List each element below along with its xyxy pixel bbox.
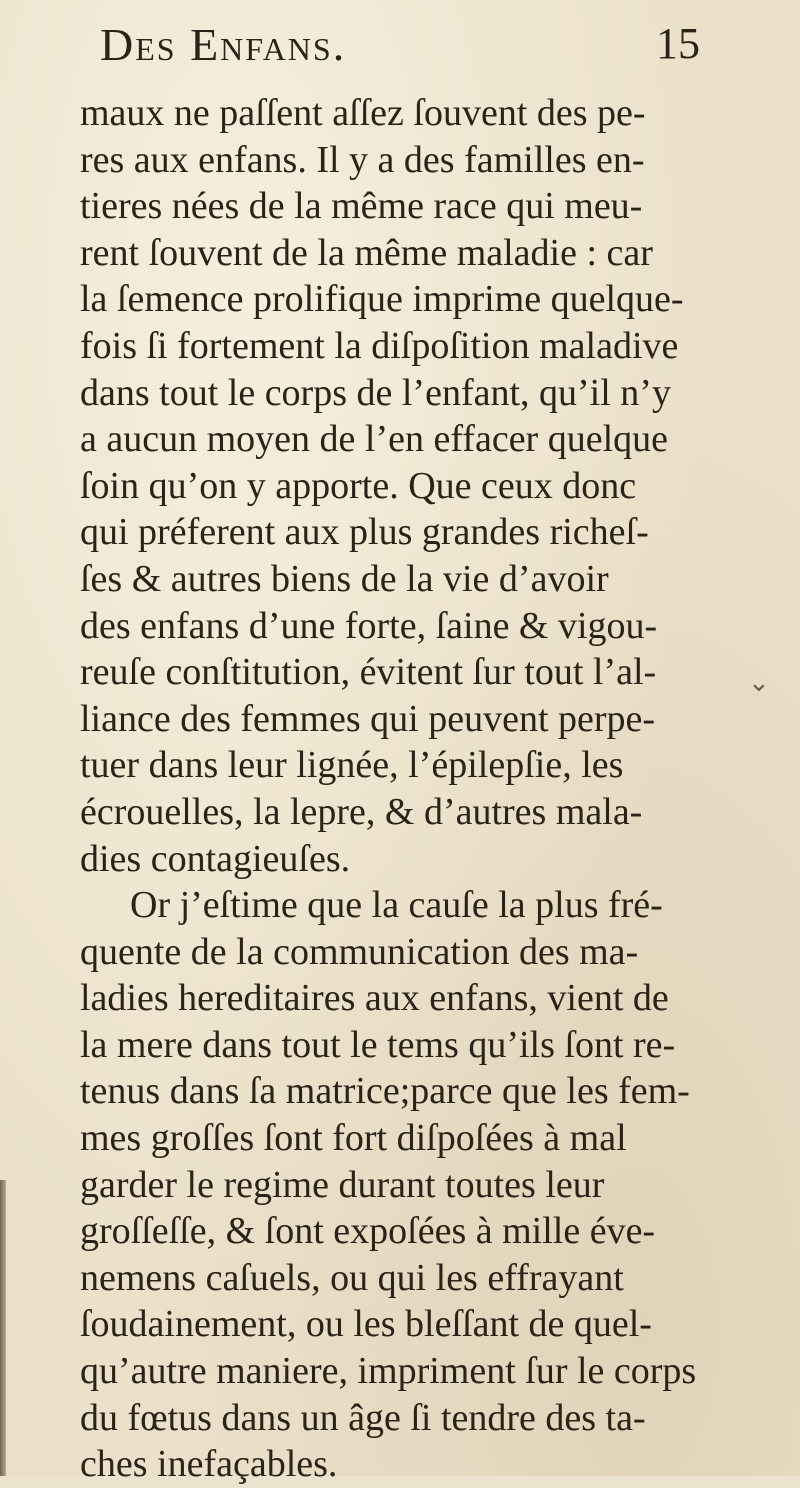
- text-line: ches inefaçables.: [80, 1443, 338, 1486]
- text-line: tieres nées de la même race qui meu-: [80, 185, 643, 228]
- text-line: nemens caſuels, ou qui les effrayant: [80, 1256, 624, 1299]
- text-line: dans tout le corps de l’enfant, qu’il n’y: [80, 371, 671, 414]
- page-edge-shadow: [0, 1180, 6, 1476]
- text-line: ladies hereditaires aux enfans, vient de: [80, 977, 669, 1020]
- text-line: du fœtus dans un âge ſi tendre des ta-: [80, 1396, 646, 1439]
- text-line: tuer dans leur lignée, l’épilepſie, les: [80, 744, 624, 787]
- text-line: liance des femmes qui peuvent perpe-: [80, 697, 656, 740]
- text-line: ſoin qu’on y apporte. Que ceux donc: [80, 464, 637, 507]
- text-line: quente de la communication des ma-: [80, 930, 639, 973]
- text-line: la ſemence prolifique imprime quelque-: [80, 278, 684, 321]
- text-line: ſes & autres biens de la vie d’avoir: [80, 557, 609, 600]
- text-line: garder le regime durant toutes leur: [80, 1163, 605, 1206]
- text-line: qui préferent aux plus grandes richeſ-: [80, 511, 649, 554]
- body-text: [80, 90, 730, 1488]
- page-number: 15: [656, 19, 700, 68]
- text-line: rent ſouvent de la même maladie : car: [80, 231, 653, 274]
- running-title: Des Enfans.: [100, 19, 347, 70]
- margin-ink-mark: ⌄: [748, 668, 770, 697]
- text-line: des enfans d’une forte, ſaine & vigou-: [80, 604, 658, 647]
- text-line: a aucun moyen de l’en effacer quelque: [80, 418, 668, 461]
- text-line: mes groſſes ſont fort diſpoſées à mal: [80, 1117, 627, 1160]
- text-line: la mere dans tout le tems qu’ils ſont re-: [80, 1023, 676, 1066]
- page-header: [100, 12, 700, 84]
- paragraph-start-line: Or j’eſtime que la cauſe la plus fré-: [130, 884, 663, 927]
- text-line: tenus dans ſa matrice;parce que les fem-: [80, 1070, 690, 1113]
- text-line: ſoudainement, ou les bleſſant de quel-: [80, 1303, 652, 1346]
- text-line: dies contagieuſes.: [80, 837, 351, 880]
- text-line: res aux enfans. Il y a des familles en-: [80, 138, 645, 181]
- text-line: reuſe conſtitution, évitent ſur tout l’al-: [80, 651, 657, 694]
- text-line: groſſeſſe, & ſont expoſées à mille éve-: [80, 1210, 656, 1253]
- text-line: qu’autre maniere, impriment ſur le corps: [80, 1350, 697, 1393]
- text-line: maux ne paſſent aſſez ſouvent des pe-: [80, 92, 646, 134]
- text-line: écrouelles, la lepre, & d’autres mala-: [80, 790, 643, 833]
- text-line: fois ſi fortement la diſpoſition maladive: [80, 324, 679, 367]
